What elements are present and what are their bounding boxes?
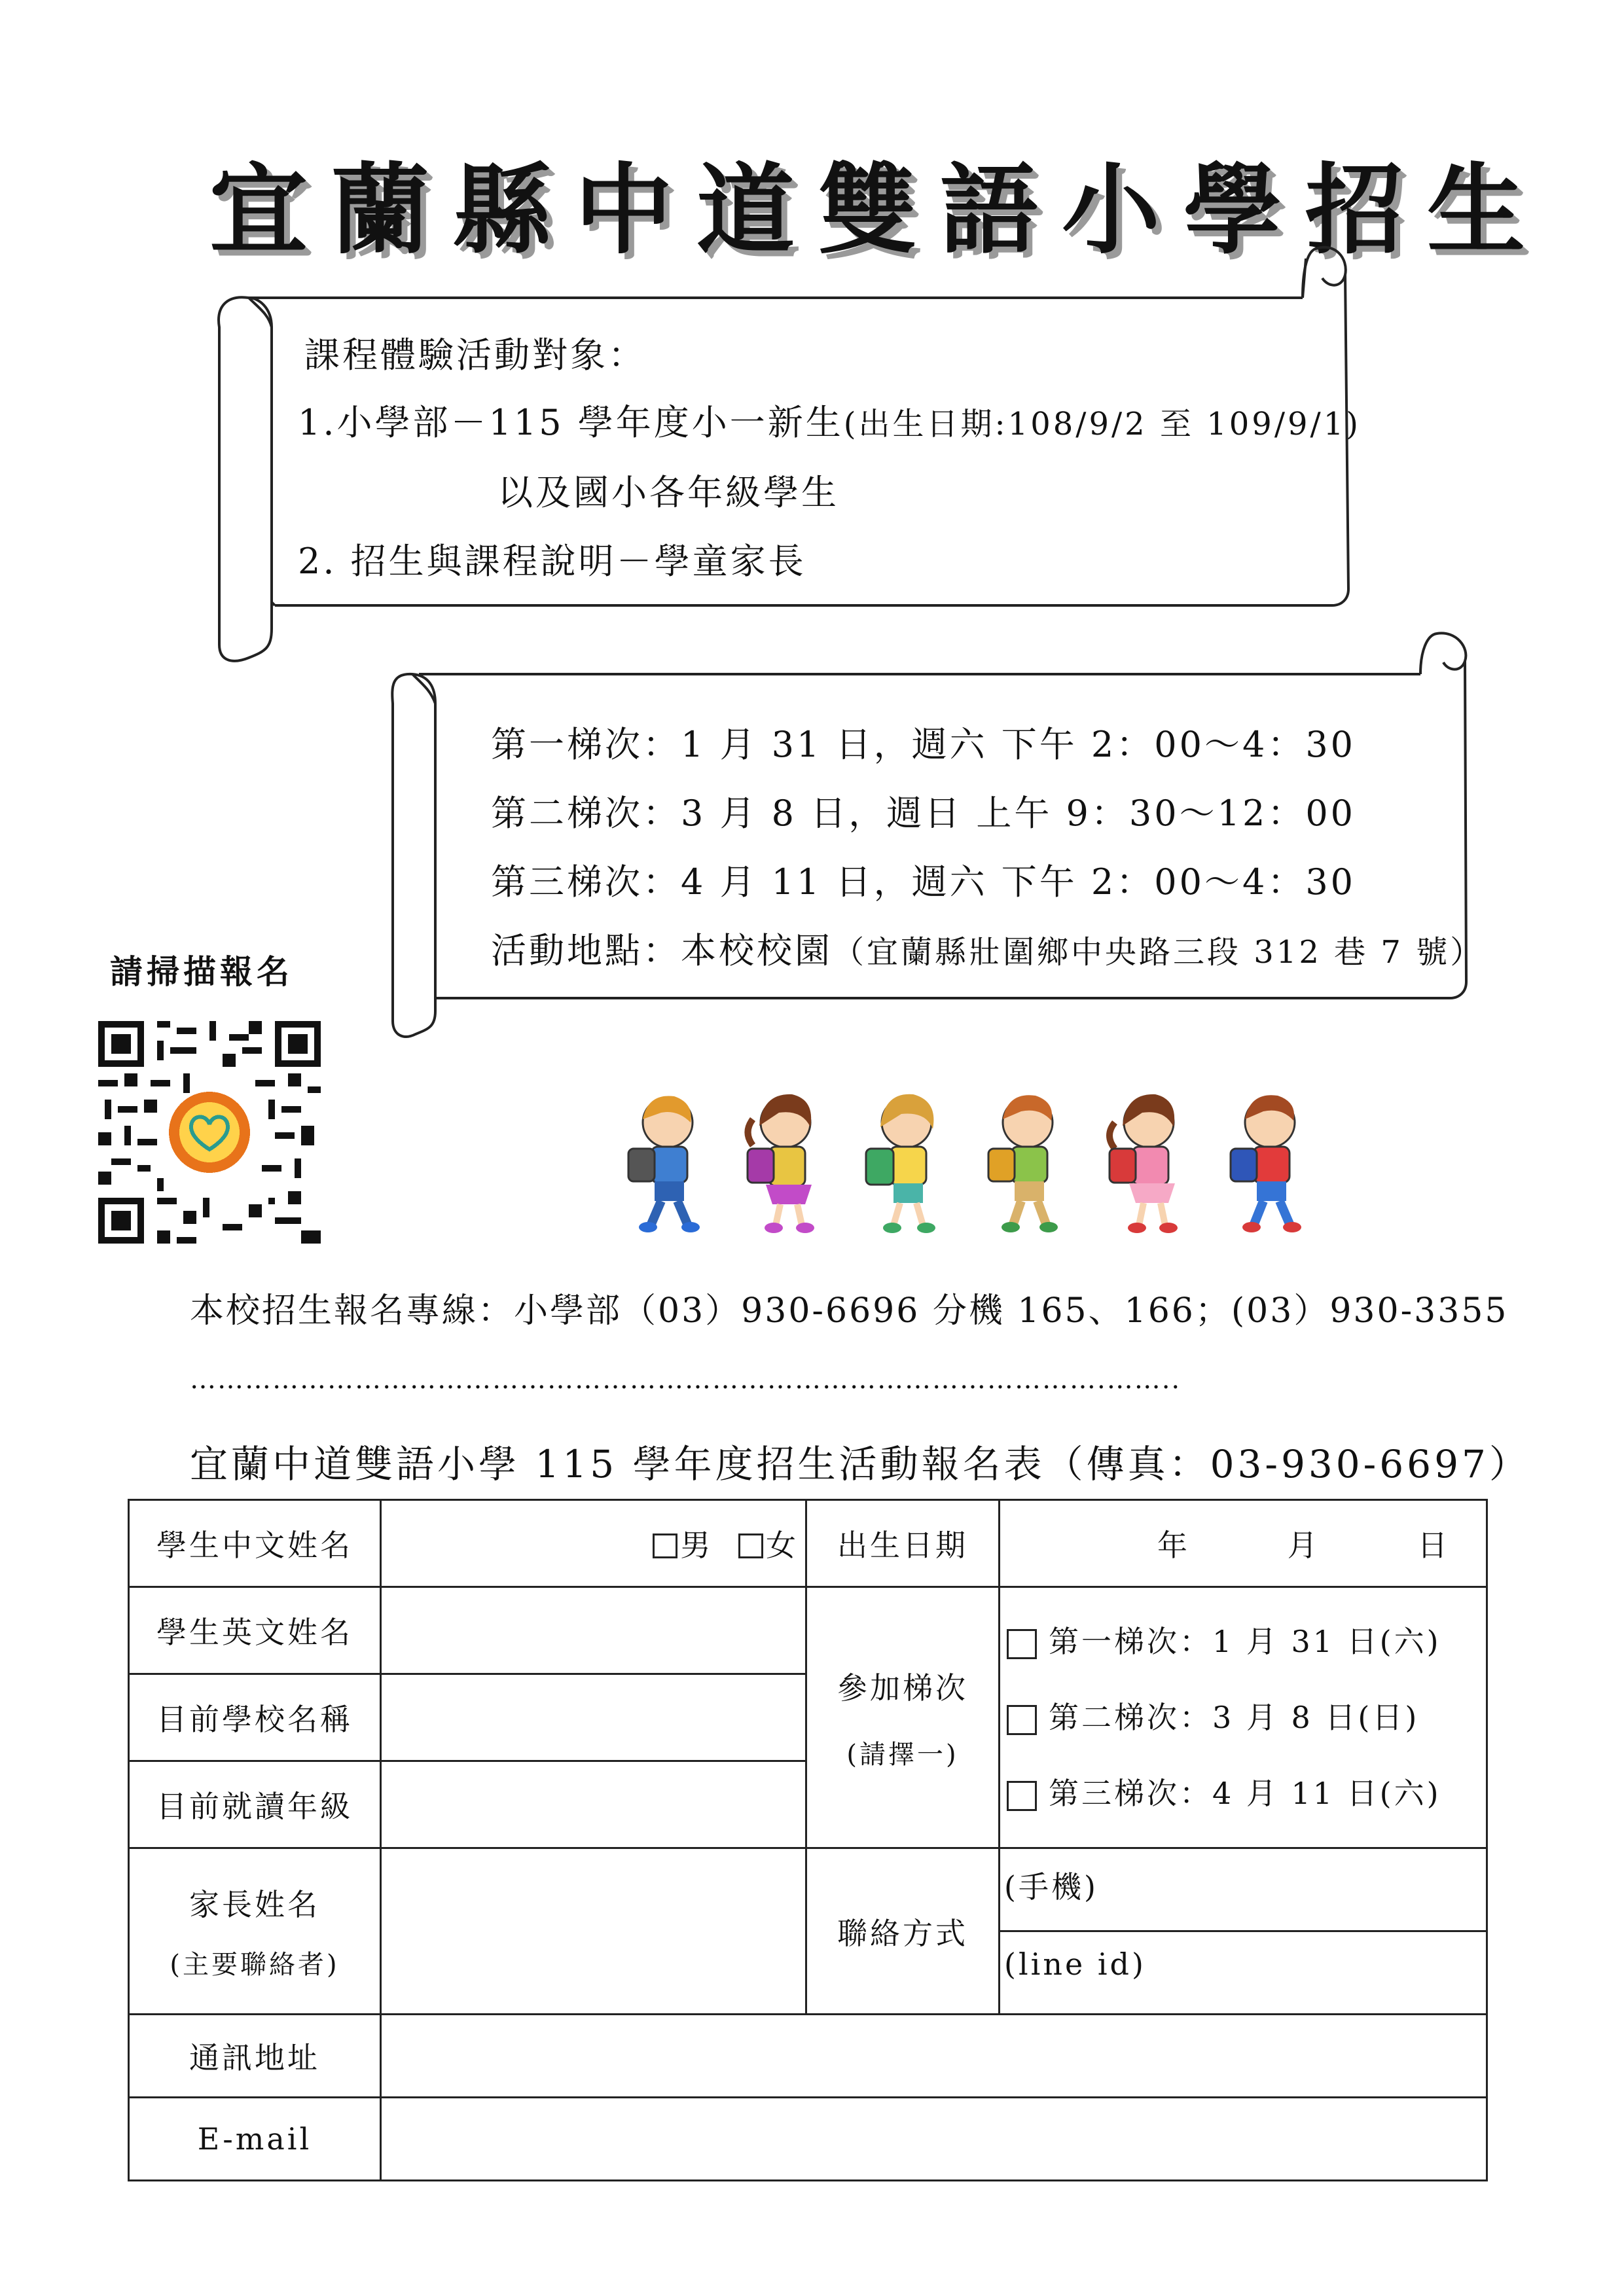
registration-form-table [128, 1499, 1488, 2181]
male-checkbox[interactable] [653, 1534, 677, 1558]
parent-name-field[interactable] [381, 1848, 806, 2015]
student-en-name-field[interactable] [381, 1587, 806, 1674]
female-checkbox[interactable] [738, 1534, 763, 1558]
session-option-2[interactable] [1000, 1679, 1486, 1755]
student-cn-name-label: 學生中文姓名 [129, 1500, 381, 1587]
line-id-label: (line id) [1004, 1946, 1146, 1982]
mobile-field[interactable] [1000, 1848, 1487, 1931]
email-label: E-mail [129, 2098, 381, 2181]
email-field[interactable] [381, 2098, 1487, 2181]
walking-children-illustration [609, 1086, 1355, 1244]
activity-line-2: 以及國小各年級學生 [497, 472, 839, 513]
session-3-label: 第三梯次：4 月 11 日(六) [1049, 1776, 1441, 1811]
line-id-field[interactable] [1000, 1931, 1487, 2015]
cut-line-separator: ……………………………………………………………………………………….…….. [190, 1365, 1182, 1395]
join-session-label [806, 1587, 1000, 1848]
qr-code-icon[interactable] [98, 1021, 321, 1244]
qr-label: 請掃描報名 [110, 953, 293, 991]
address-field[interactable] [381, 2015, 1487, 2098]
session-1-label: 第一梯次：1 月 31 日(六) [1049, 1624, 1441, 1659]
session-1-checkbox[interactable] [1007, 1629, 1037, 1659]
day-label: 日 [1417, 1528, 1451, 1563]
session-option-1[interactable] [1000, 1604, 1486, 1679]
parent-name-text: 家長姓名 [189, 1887, 320, 1922]
birth-date-field[interactable] [1000, 1500, 1487, 1587]
month-label: 月 [1287, 1528, 1320, 1563]
page-title: 宜蘭縣中道雙語小學招生 [209, 154, 1549, 268]
join-session-text: 參加梯次 [837, 1670, 968, 1706]
page-title-area [0, 131, 1624, 275]
child-figures [628, 1094, 1301, 1233]
student-cn-name-field[interactable] [381, 1500, 806, 1587]
location-detail: （宜蘭縣壯圍鄉中央路三段 312 巷 7 號） [833, 934, 1485, 971]
school-name-field[interactable] [381, 1674, 806, 1761]
choose-one-text: (請擇一) [846, 1739, 959, 1770]
session-1-text: 第一梯次：1 月 31 日，週六 下午 2：00～4：30 [491, 724, 1356, 765]
enrollment-hotline: 本校招生報名專線：小學部（03）930-6696 分機 165、166；(03）930-3355 [190, 1291, 1509, 1331]
grade-label: 目前就讀年級 [129, 1761, 381, 1848]
mobile-label: (手機) [1004, 1869, 1098, 1905]
activity-scroll-frame [219, 247, 1348, 661]
contact-method-label: 聯絡方式 [806, 1848, 1000, 2015]
male-label: 男 [680, 1528, 713, 1563]
activity-line-1-main: 1.小學部－115 學年度小一新生 [298, 402, 844, 443]
form-title: 宜蘭中道雙語小學 115 學年度招生活動報名表（傳真：03-930-6697） [190, 1442, 1530, 1486]
activity-heading: 課程體驗活動對象： [304, 334, 646, 376]
school-name-label: 目前學校名稱 [129, 1674, 381, 1761]
grade-field[interactable] [381, 1761, 806, 1848]
session-2-checkbox[interactable] [1007, 1705, 1037, 1735]
table-row [129, 2098, 1487, 2181]
session-3-text: 第三梯次：4 月 11 日，週六 下午 2：00～4：30 [491, 861, 1356, 903]
primary-contact-text: (主要聯絡者) [170, 1950, 340, 1980]
session-2-text: 第二梯次：3 月 8 日，週日 上午 9：30～12：00 [491, 793, 1356, 834]
activity-line-3: 2. 招生與課程說明－學童家長 [298, 541, 806, 582]
location-text [491, 923, 1484, 973]
female-label: 女 [766, 1528, 799, 1563]
activity-line-1 [298, 395, 1361, 445]
table-row [129, 1848, 1487, 1931]
address-label: 通訊地址 [129, 2015, 381, 2098]
session-2-label: 第二梯次：3 月 8 日(日) [1049, 1700, 1420, 1735]
birth-date-label: 出生日期 [806, 1500, 1000, 1587]
session-options [1000, 1587, 1487, 1848]
activity-line-1-note: (出生日期:108/9/2 至 109/9/1) [843, 406, 1361, 442]
year-label: 年 [1157, 1528, 1190, 1563]
student-en-name-label: 學生英文姓名 [129, 1587, 381, 1674]
location-label: 活動地點：本校校園 [491, 930, 833, 971]
parent-name-label [129, 1848, 381, 2015]
table-row [129, 1587, 1487, 1674]
session-option-3[interactable] [1000, 1755, 1486, 1831]
table-row [129, 2015, 1487, 2098]
table-row [129, 1500, 1487, 1587]
session-3-checkbox[interactable] [1007, 1781, 1037, 1811]
